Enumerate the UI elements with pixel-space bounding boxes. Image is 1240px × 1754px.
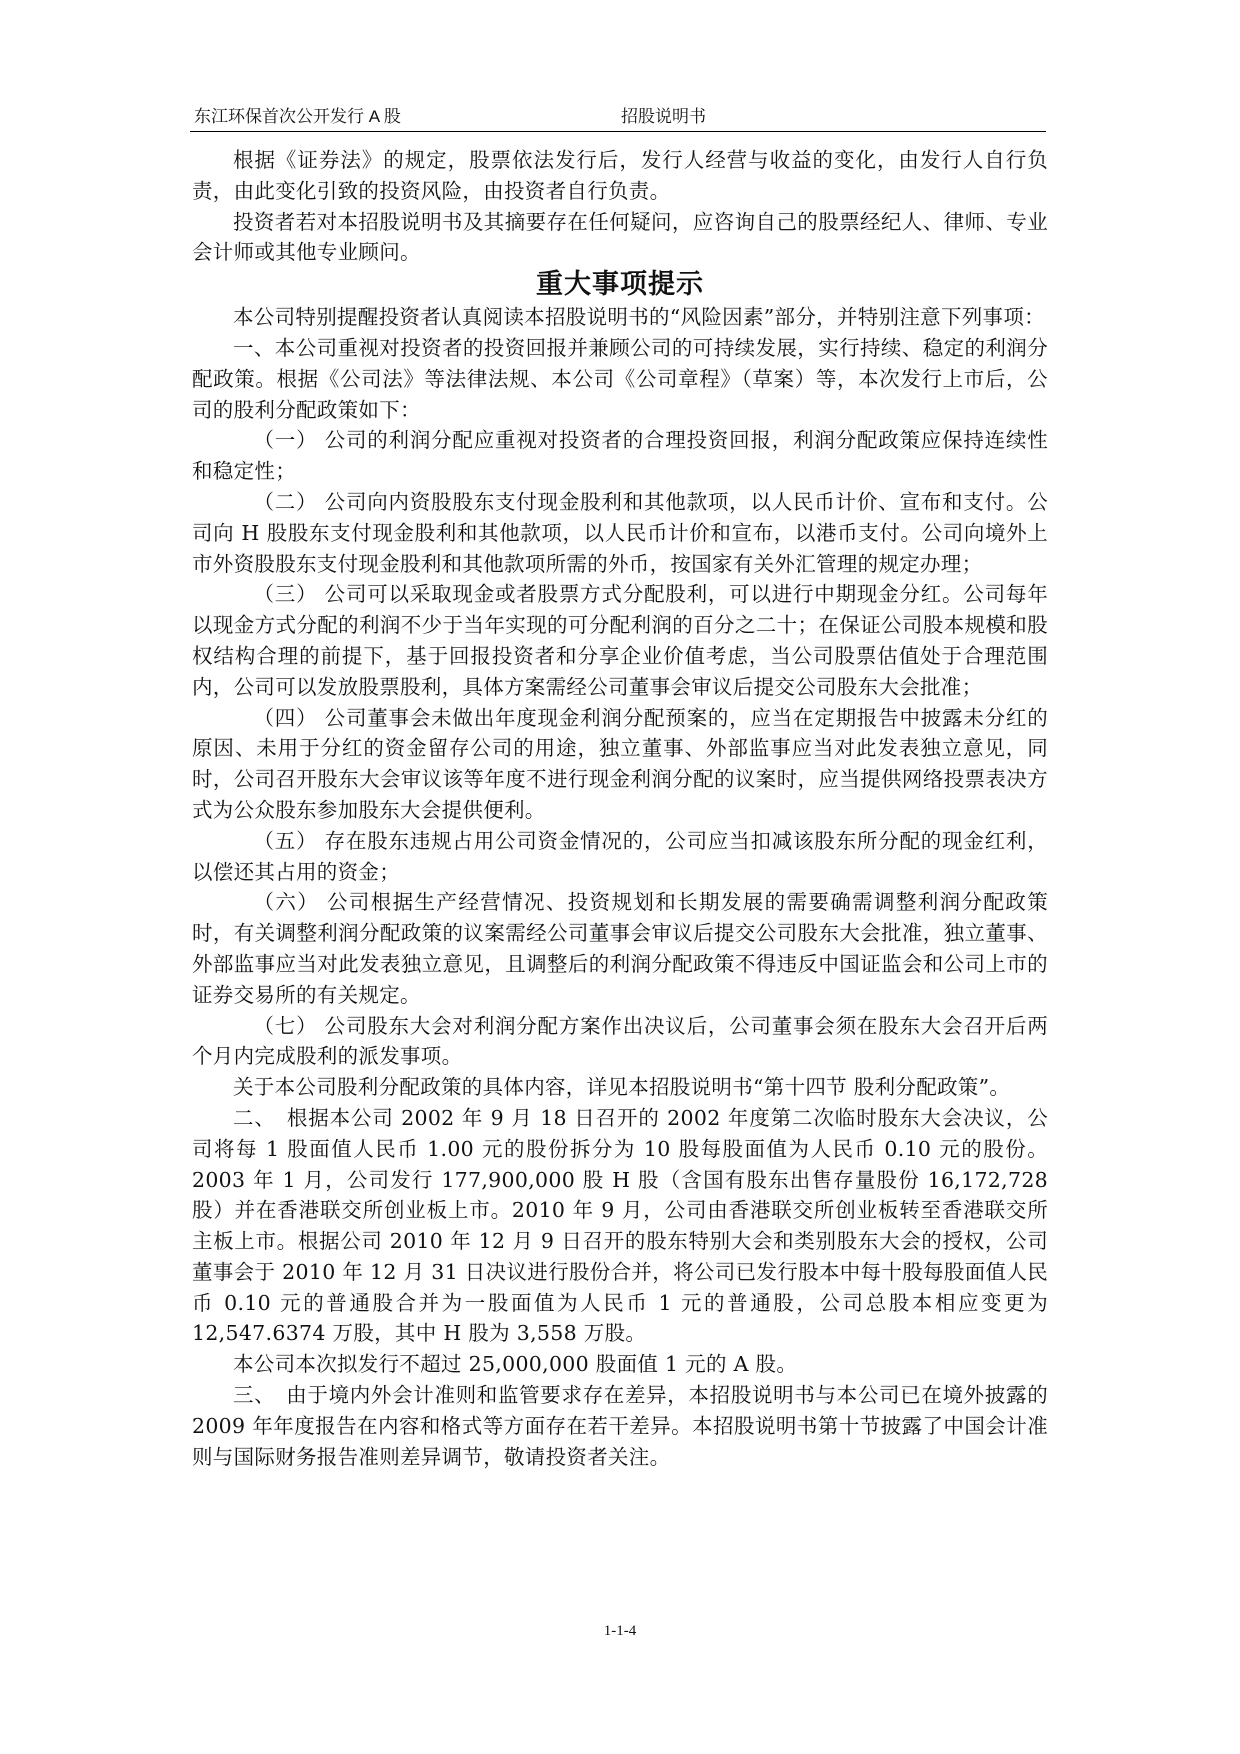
header-document-title: 东江环保首次公开发行 A 股 bbox=[194, 107, 401, 126]
body-paragraph: 关于本公司股利分配政策的具体内容，详见本招股说明书“第十四节 股利分配政策”。 bbox=[233, 1075, 1011, 1100]
body-paragraph: 二、 根据本公司 2002 年 9 月 18 日召开的 2002 年度第二次临时股东大会决议，公司将每 1 股面值人民币 1.00 元的股份拆分为 10 股每股面值为人民币 0.10 元的股份。2003 年 1 月，公司发行 177,900,000 股 H 股（含国有股东出售存量股份 16,172,728 股）并在香港联交所创业板上市。2010 年 9 月，公司由香港联交所创业板转至香港联交所主板上市。根据公司 2010 年 12 月 9 日召开的股东特别大会和类别股东大会的授权，公司董事会于 2010 年 12 月 31 日决议进行股份合并，将公司已发行股本中每十股每股面值人民币 0.10 元的普通股合并为一股面值为人民币 1 元的普通股，公司总股本相应变更为 12,547.6374 万股，其中 H 股为 3,558 万股。 bbox=[192, 1105, 1048, 1346]
list-item: （四） 公司董事会未做出年度现金利润分配预案的，应当在定期报告中披露未分红的原因、未用于分红的资金留存公司的用途，独立董事、外部监事应当对此发表独立意见，同时，公司召开股东大会审议该等年度不进行现金利润分配的议案时，应当提供网络投票表决方式为公众股东参加股东大会提供便利。 bbox=[192, 705, 1048, 822]
body-paragraph: 三、 由于境内外会计准则和监管要求存在差异，本招股说明书与本公司已在境外披露的 2009 年年度报告在内容和格式等方面存在若干差异。本招股说明书第十节披露了中国会计准则与国际财务报告准则差异调节，敬请投资者关注。 bbox=[192, 1383, 1048, 1469]
page-header bbox=[190, 103, 1046, 132]
body-paragraph: 一、本公司重视对投资者的投资回报并兼顾公司的可持续发展，实行持续、稳定的利润分配政策。根据《公司法》等法律法规、本公司《公司章程》（草案）等，本次发行上市后，公司的股利分配政策如下： bbox=[192, 335, 1048, 422]
list-item: （三） 公司可以采取现金或者股票方式分配股利，可以进行中期现金分红。公司每年以现金方式分配的利润不少于当年实现的可分配利润的百分之二十；在保证公司股本规模和股权结构合理的前提下，基于回报投资者和分享企业价值考虑，当公司股票估值处于合理范围内，公司可以发放股票股利，具体方案需经公司董事会审议后提交公司股东大会批准； bbox=[192, 582, 1048, 699]
list-item: （二） 公司向内资股股东支付现金股利和其他款项，以人民币计价、宣布和支付。公司向 H 股股东支付现金股利和其他款项，以人民币计价和宣布，以港币支付。公司向境外上市外资股股东支付现金股利和其他款项所需的外币，按国家有关外汇管理的规定办理； bbox=[192, 489, 1048, 576]
page-number: 1-1-4 bbox=[603, 1623, 637, 1639]
header-document-type: 招股说明书 bbox=[621, 107, 706, 126]
body-paragraph: 本公司本次拟发行不超过 25,000,000 股面值 1 元的 A 股。 bbox=[233, 1352, 798, 1377]
list-item: （五） 存在股东违规占用公司资金情况的，公司应当扣减该股东所分配的现金红利，以偿还其占用的资金； bbox=[192, 828, 1048, 884]
intro-paragraph: 投资者若对本招股说明书及其摘要存在任何疑问，应咨询自己的股票经纪人、律师、专业会计师或其他专业顾问。 bbox=[192, 209, 1048, 265]
intro-paragraph: 根据《证券法》的规定，股票依法发行后，发行人经营与收益的变化，由发行人自行负责，由此变化引致的投资风险，由投资者自行负责。 bbox=[192, 148, 1048, 203]
section-title: 重大事项提示 bbox=[536, 269, 704, 301]
list-item: （七） 公司股东大会对利润分配方案作出决议后，公司董事会须在股东大会召开后两个月内完成股利的派发事项。 bbox=[192, 1013, 1048, 1069]
list-item: （六） 公司根据生产经营情况、投资规划和长期发展的需要确需调整利润分配政策时，有关调整利润分配政策的议案需经公司董事会审议后提交公司股东大会批准，独立董事、外部监事应当对此发表独立意见，且调整后的利润分配政策不得违反中国证监会和公司上市的证券交易所的有关规定。 bbox=[192, 890, 1048, 1007]
body-paragraph: 本公司特别提醒投资者认真阅读本招股说明书的“风险因素”部分，并特别注意下列事项： bbox=[233, 305, 1045, 330]
document-body bbox=[192, 145, 1048, 1472]
list-item: （一） 公司的利润分配应重视对投资者的合理投资回报，利润分配政策应保持连续性和稳定性； bbox=[192, 428, 1048, 484]
